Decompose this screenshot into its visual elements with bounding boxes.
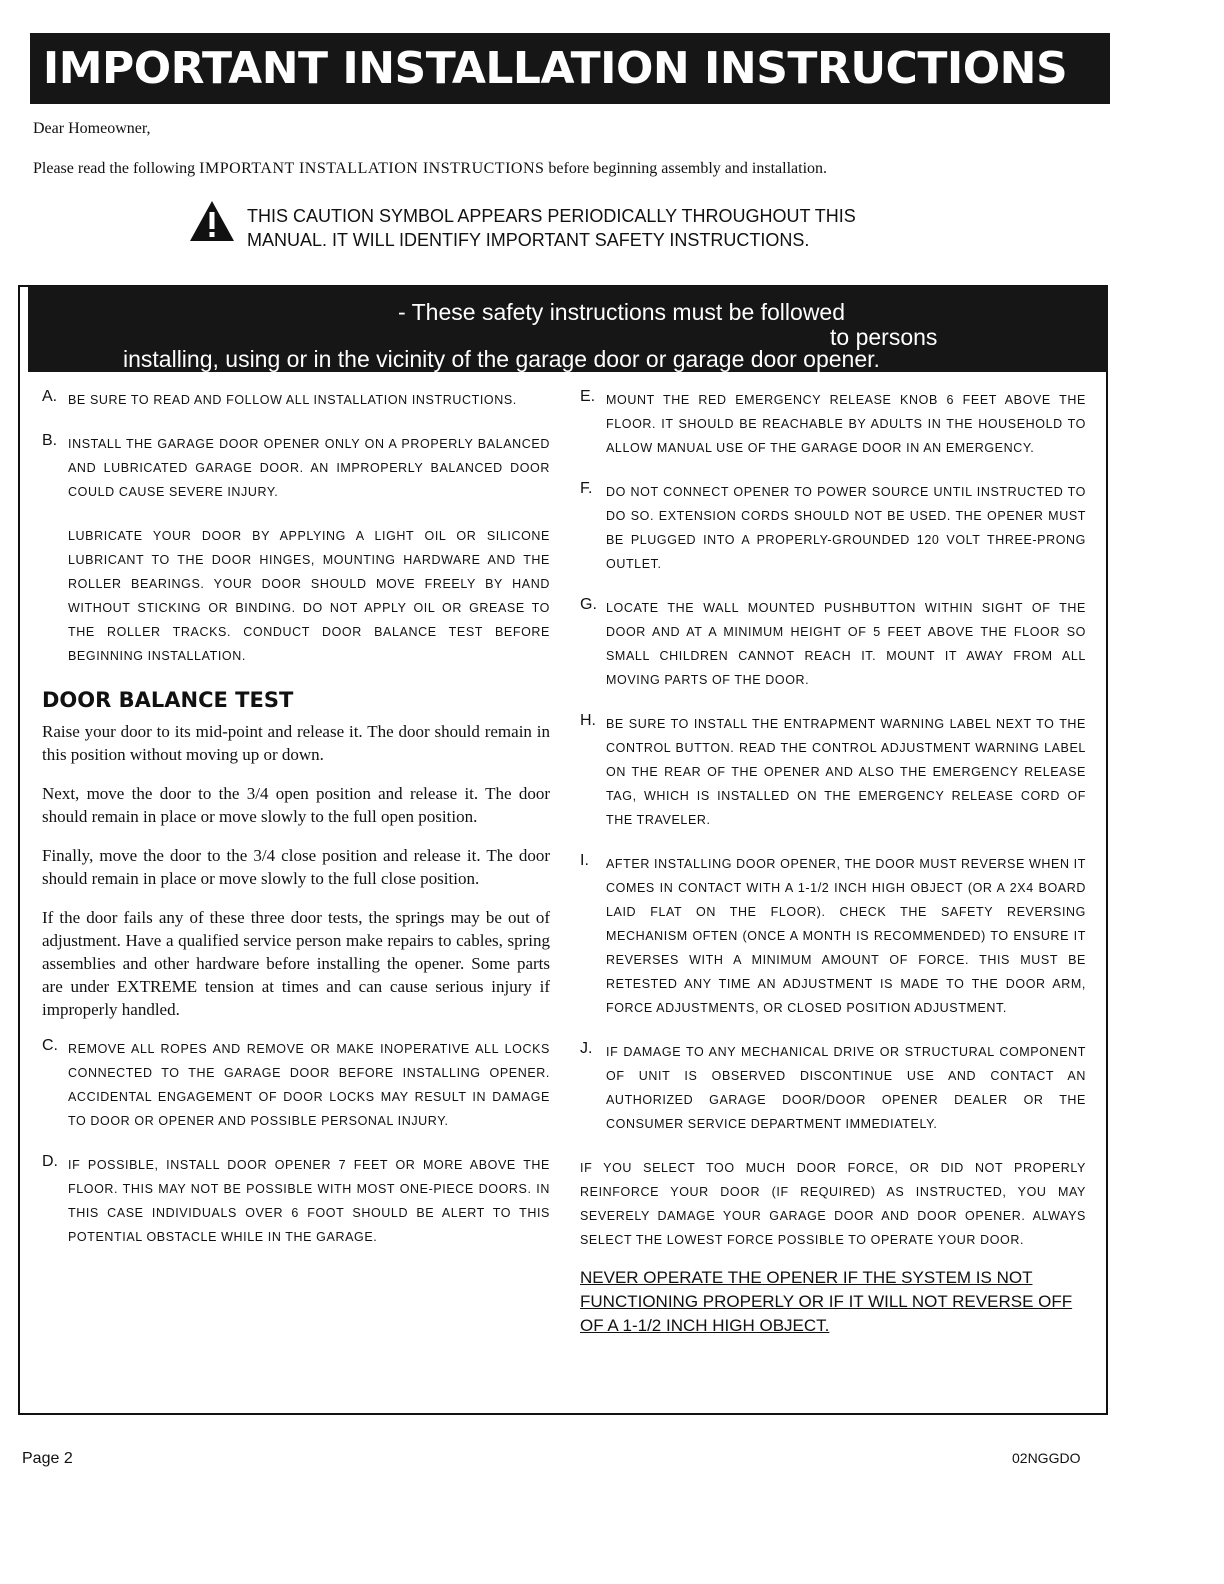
intro-text	[33, 160, 827, 178]
item-letter: D.	[42, 1153, 58, 1170]
door-balance-heading: DOOR BALANCE TEST	[42, 688, 294, 712]
banner-line-3: installing, using or in the vicinity of the garage door or garage door opener.	[123, 346, 880, 372]
banner-line-2: to persons	[830, 324, 938, 350]
item-letter: G.	[580, 596, 597, 613]
item-text: REMOVE ALL ROPES AND REMOVE OR MAKE INOPERATIVE ALL LOCKS CONNECTED TO THE GARAGE DOOR BEFORE INSTALLING OPENER. ACCIDENTAL ENGAGEMENT OF DOOR LOCKS MAY RESULT IN DAMAGE TO DOOR OR OPENER AND POSSIBLE PERSONAL INJURY.	[68, 1042, 550, 1128]
intro-highlight: IMPORTANT INSTALLATION INSTRUCTIONS	[199, 160, 545, 177]
item-text: MOUNT THE RED EMERGENCY RELEASE KNOB 6 FEET ABOVE THE FLOOR. IT SHOULD BE REACHABLE BY ADULTS IN THE HOUSEHOLD TO ALLOW MANUAL USE OF THE GARAGE DOOR IN AN EMERGENCY.	[606, 393, 1086, 455]
item-text: DO NOT CONNECT OPENER TO POWER SOURCE UNTIL INSTRUCTED TO DO SO. EXTENSION CORDS SHOULD NOT BE USED. THE OPENER MUST BE PLUGGED INTO A PROPERLY-GROUNDED 120 VOLT THREE-PRONG OUTLET.	[606, 485, 1086, 571]
item-letter: C.	[42, 1037, 58, 1054]
caution-line-1: THIS CAUTION SYMBOL APPEARS PERIODICALLY THROUGHOUT THIS	[247, 206, 856, 226]
item-letter: H.	[580, 712, 596, 729]
item-e	[580, 388, 1086, 460]
item-text: BE SURE TO INSTALL THE ENTRAPMENT WARNING LABEL NEXT TO THE CONTROL BUTTON. READ THE CONTROL ADJUSTMENT WARNING LABEL ON THE REAR OF THE OPENER AND ALSO THE EMERGENCY RELEASE TAG, WHICH IS INSTALLED ON THE EMERGENCY RELEASE CORD OF THE TRAVELER.	[606, 717, 1086, 827]
caution-text	[247, 204, 987, 252]
item-letter: B.	[42, 432, 58, 449]
item-text: IF DAMAGE TO ANY MECHANICAL DRIVE OR STRUCTURAL COMPONENT OF UNIT IS OBSERVED DISCONTINUE USE AND CONTACT AN AUTHORIZED GARAGE DOOR/DOOR OPENER DEALER OR THE CONSUMER SERVICE DEPARTMENT IMMEDIATELY.	[606, 1045, 1086, 1131]
item-f	[580, 480, 1086, 576]
item-j	[580, 1040, 1086, 1136]
caution-icon	[188, 199, 236, 243]
item-text: IF POSSIBLE, INSTALL DOOR OPENER 7 FEET OR MORE ABOVE THE FLOOR. THIS MAY NOT BE POSSIBLE WITH MOST ONE-PIECE DOORS. IN THIS CASE INDIVIDUALS OVER 6 FOOT SHOULD BE ALERT TO THIS POTENTIAL OBSTACLE WHILE IN THE GARAGE.	[68, 1158, 550, 1244]
item-letter: J.	[580, 1040, 593, 1057]
force-warning-note: IF YOU SELECT TOO MUCH DOOR FORCE, OR DID NOT PROPERLY REINFORCE YOUR DOOR (IF REQUIRED) AS INSTRUCTED, YOU MAY SEVERELY DAMAGE YOUR GARAGE DOOR AND DOOR OPENER. ALWAYS SELECT THE LOWEST FORCE POSSIBLE TO OPERATE YOUR DOOR.	[580, 1161, 1086, 1247]
item-letter: F.	[580, 480, 593, 497]
right-column	[580, 388, 1086, 1338]
item-letter: E.	[580, 388, 596, 405]
greeting: Dear Homeowner,	[33, 120, 151, 137]
item-i	[580, 852, 1086, 1020]
banner-line-1: - These safety instructions must be followed	[398, 299, 846, 325]
item-a	[42, 388, 550, 412]
door-balance-paragraph: Raise your door to its mid-point and release it. The door should remain in this position without moving up or down.	[42, 722, 550, 764]
item-text: INSTALL THE GARAGE DOOR OPENER ONLY ON A PROPERLY BALANCED AND LUBRICATED GARAGE DOOR. AN IMPROPERLY BALANCED DOOR COULD CAUSE SEVERE INJURY.	[68, 437, 550, 499]
door-balance-paragraph: Finally, move the door to the 3/4 close position and release it. The door should remain in place or move slowly to the full close position.	[42, 846, 550, 888]
item-g	[580, 596, 1086, 692]
item-d	[42, 1153, 550, 1249]
never-operate-warning: NEVER OPERATE THE OPENER IF THE SYSTEM IS NOT FUNCTIONING PROPERLY OR IF IT WILL NOT REVERSE OFF OF A 1-1/2 INCH HIGH OBJECT.	[580, 1268, 1073, 1335]
door-balance-paragraph: Next, move the door to the 3/4 open position and release it. The door should remain in place or move slowly to the full open position.	[42, 784, 550, 826]
item-text: LOCATE THE WALL MOUNTED PUSHBUTTON WITHIN SIGHT OF THE DOOR AND AT A MINIMUM HEIGHT OF 5 FEET ABOVE THE FLOOR SO SMALL CHILDREN CANNOT REACH IT. MOUNT IT AWAY FROM ALL MOVING PARTS OF THE DOOR.	[606, 601, 1086, 687]
intro-after: before beginning assembly and installation.	[544, 160, 828, 177]
item-b	[42, 432, 550, 668]
safety-banner	[28, 286, 1108, 372]
door-balance-paragraph: If the door fails any of these three door tests, the springs may be out of adjustment. Have a qualified service person make repairs to cables, spring assemblies and other hardware before installing the opener. Some parts are under EXTREME tension at times and can cause serious injury if improperly handled.	[42, 908, 550, 1019]
intro-before: Please read the following	[33, 160, 200, 177]
page-title: IMPORTANT INSTALLATION INSTRUCTIONS	[30, 33, 1110, 104]
item-letter: A.	[42, 388, 58, 405]
item-h	[580, 712, 1086, 832]
item-text: AFTER INSTALLING DOOR OPENER, THE DOOR MUST REVERSE WHEN IT COMES IN CONTACT WITH A 1-1/2 INCH HIGH OBJECT (OR A 2X4 BOARD LAID FLAT ON THE FLOOR). CHECK THE SAFETY REVERSING MECHANISM OFTEN (ONCE A MONTH IS RECOMMENDED) TO ENSURE IT REVERSES WITH A MINIMUM AMOUNT OF FORCE. THIS MUST BE RETESTED ANY TIME AN ADJUSTMENT IS MADE TO THE DOOR ARM, FORCE ADJUSTMENTS, OR CLOSED POSITION ADJUSTMENT.	[606, 857, 1086, 1015]
left-column	[42, 388, 550, 1269]
item-c	[42, 1037, 550, 1133]
item-text-lubricate: LUBRICATE YOUR DOOR BY APPLYING A LIGHT OIL OR SILICONE LUBRICANT TO THE DOOR HINGES, MOUNTING HARDWARE AND THE ROLLER BEARINGS. YOUR DOOR SHOULD MOVE FREELY BY HAND WITHOUT STICKING OR BINDING. DO NOT APPLY OIL OR GREASE TO THE ROLLER TRACKS. CONDUCT DOOR BALANCE TEST BEFORE BEGINNING INSTALLATION.	[68, 529, 550, 663]
caution-line-2: MANUAL. IT WILL IDENTIFY IMPORTANT SAFETY INSTRUCTIONS.	[247, 230, 810, 250]
item-letter: I.	[580, 852, 589, 869]
document-code: 02NGGDO	[1012, 1450, 1081, 1466]
page-number: Page 2	[22, 1450, 73, 1467]
item-text: BE SURE TO READ AND FOLLOW ALL INSTALLATION INSTRUCTIONS.	[68, 393, 517, 407]
